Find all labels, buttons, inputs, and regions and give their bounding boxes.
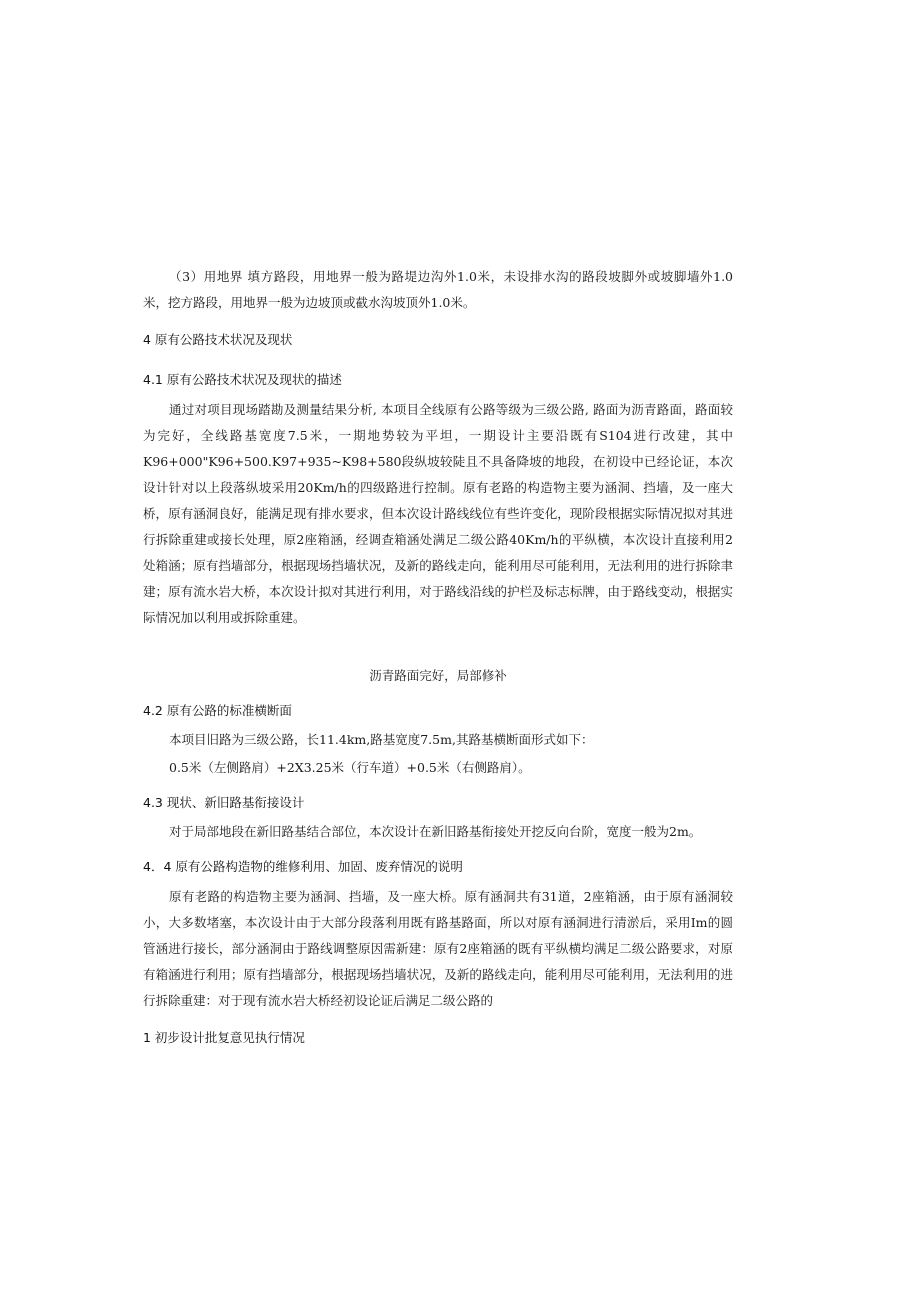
paragraph-4-2-intro: 本项目旧路为三级公路，长11.4km,路基宽度7.5m,其路基横断面形式如下： [169, 732, 594, 747]
heading-4-1: 4.1 原有公路技术状况及现状的描述 [143, 372, 342, 387]
paragraph-4-3: 对于局部地段在新旧路基结合部位，本次设计在新旧路基衔接处开挖反向台阶，宽度一般为2m。 [169, 824, 702, 839]
heading-4-2: 4.2 原有公路的标准横断面 [143, 703, 292, 718]
heading-section-1: 1 初步设计批复意见执行情况 [143, 1030, 305, 1045]
paragraph-land-boundary: （3）用地界 填方路段，用地界一般为路堤边沟外1.0米，未设排水沟的路段坡脚外或坡脚墙外1.0米，挖方路段，用地界一般为边坡顶或截水沟坡顶外1.0米。 [143, 269, 733, 310]
paragraph-4-4: 原有老路的构造物主要为涵洞、挡墙，及一座大桥。原有涵洞共有31道，2座箱涵，由于原有涵洞较小，大多数堵塞，本次设计由于大部分段落利用既有路基路面，所以对原有涵洞进行清淤后，采用Im的圆管涵进行接长，部分涵洞由于路线调整原因需新建：原有2座箱涵的既有平纵横均满足二级公路要求，对原有箱涵进行利用；原有挡墙部分，根据现场挡墙状况，及新的路线走向，能利用尽可能利用，无法利用的进行拆除重建：对于现有流水岩大桥经初设论证后满足二级公路的 [143, 889, 733, 1008]
heading-section-4: 4 原有公路技术状况及现状 [143, 332, 293, 347]
heading-4-3: 4.3 现状、新旧路基衔接设计 [143, 795, 305, 810]
photo-caption: 沥青路面完好，局部修补 [369, 668, 507, 683]
heading-4-4: 4．4 原有公路构造物的维修利用、加固、废弃情况的说明 [143, 859, 463, 874]
paragraph-4-1: 通过对项目现场踏勘及测量结果分析, 本项目全线原有公路等级为三级公路, 路面为沥青路面，路面较为完好，全线路基宽度7.5米，一期地势较为平坦，一期设计主要沿既有S104进行改建，其中K96+000"K96+500.K97+935~K98+580段纵坡较陡且不具备降坡的地段，在初设中已经论证，本次设计针对以上段落纵坡采用20Km/h的四级路进行控制。原有老路的构造物主要为涵洞、挡墙，及一座大桥，原有涵洞良好，能满足现有排水要求，但本次设计路线线位有些许变化，现阶段根据实际情况拟对其进行拆除重建或接长处理，原2座箱涵，经调查箱涵处满足二级公路40Km/h的平纵横，本次设计直接利用2处箱涵；原有挡墙部分，根据现场挡墙状况，及新的路线走向，能利用尽可能利用，无法利用的进行拆除聿建；原有流水岩大桥，本次设计拟对其进行利用，对于路线沿线的护栏及标志标牌，由于路线变动，根据实际情况加以利用或拆除重建。 [143, 402, 733, 625]
paragraph-4-2-formula: 0.5米（左侧路肩）+2X3.25米（行车道）+0.5米（右侧路肩）。 [169, 760, 531, 775]
